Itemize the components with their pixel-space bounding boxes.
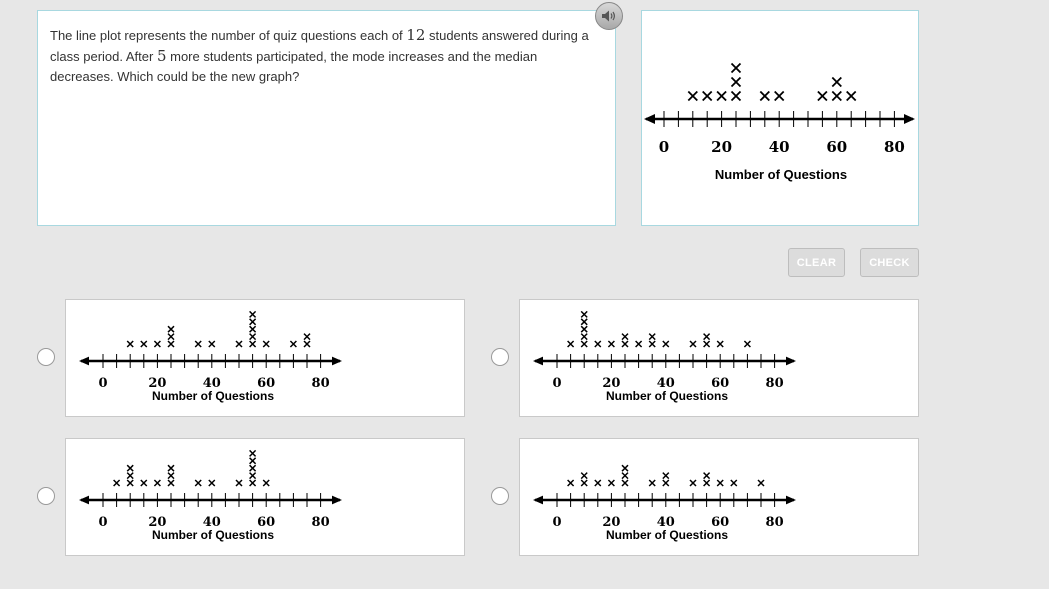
data-x-mark — [168, 326, 174, 332]
data-x-mark — [127, 473, 133, 479]
audio-button[interactable] — [595, 2, 623, 30]
data-x-mark — [636, 341, 642, 347]
data-x-mark — [581, 480, 587, 486]
data-x-mark — [595, 480, 601, 486]
tick-label: 60 — [826, 138, 848, 156]
right-arrow-icon — [332, 496, 342, 505]
tick-label: 20 — [602, 515, 621, 530]
data-x-mark — [236, 480, 242, 486]
tick-label: 80 — [765, 515, 784, 530]
data-x-mark — [732, 92, 741, 101]
choice-a-card[interactable] — [65, 299, 465, 417]
given-line-plot — [642, 11, 918, 225]
data-x-mark — [154, 480, 160, 486]
data-x-mark — [622, 465, 628, 471]
tick-label: 40 — [202, 515, 221, 530]
question-panel — [37, 10, 616, 226]
tick-label: 80 — [311, 376, 330, 391]
tick-label: 60 — [257, 376, 276, 391]
choice-a-radio[interactable] — [37, 348, 55, 366]
axis-title: Number of Questions — [605, 389, 729, 403]
axis-title: Number of Questions — [605, 528, 729, 542]
tick-label: 0 — [552, 376, 562, 391]
data-x-mark — [568, 480, 574, 486]
data-x-mark — [127, 341, 133, 347]
data-x-mark — [168, 473, 174, 479]
data-x-mark — [209, 480, 215, 486]
left-arrow-icon — [533, 496, 543, 505]
data-x-mark — [622, 334, 628, 340]
speaker-icon — [601, 9, 617, 23]
data-x-mark — [250, 334, 256, 340]
data-x-mark — [263, 480, 269, 486]
data-x-mark — [250, 319, 256, 325]
data-x-mark — [263, 341, 269, 347]
tick-label: 20 — [148, 376, 167, 391]
tick-label: 40 — [202, 376, 221, 391]
tick-label: 0 — [552, 515, 562, 530]
tick-label: 80 — [883, 138, 905, 156]
data-x-mark — [688, 92, 697, 101]
choice-d-line-plot — [520, 439, 918, 555]
data-x-mark — [127, 465, 133, 471]
data-x-mark — [568, 341, 574, 347]
axis-title: Number of Questions — [151, 389, 275, 403]
data-x-mark — [703, 92, 712, 101]
data-x-mark — [141, 480, 147, 486]
choice-c-radio[interactable] — [37, 487, 55, 505]
data-x-mark — [250, 341, 256, 347]
choice-b-line-plot — [520, 300, 918, 416]
data-x-mark — [250, 450, 256, 456]
data-x-mark — [732, 64, 741, 73]
data-x-mark — [760, 92, 769, 101]
data-x-mark — [250, 473, 256, 479]
data-x-mark — [731, 480, 737, 486]
clear-button[interactable]: CLEAR — [788, 248, 845, 277]
data-x-mark — [209, 341, 215, 347]
tick-label: 20 — [148, 515, 167, 530]
choice-c-card[interactable] — [65, 438, 465, 556]
choice-a-line-plot — [66, 300, 464, 416]
data-x-mark — [732, 78, 741, 87]
left-arrow-icon — [79, 357, 89, 366]
data-x-mark — [195, 480, 201, 486]
left-arrow-icon — [644, 114, 655, 124]
data-x-mark — [304, 334, 310, 340]
axis-title: Number of Questions — [151, 528, 275, 542]
data-x-mark — [649, 341, 655, 347]
data-x-mark — [744, 341, 750, 347]
choice-d-radio[interactable] — [491, 487, 509, 505]
data-x-mark — [663, 480, 669, 486]
choice-b-radio[interactable] — [491, 348, 509, 366]
data-x-mark — [690, 480, 696, 486]
right-arrow-icon — [332, 357, 342, 366]
data-x-mark — [141, 341, 147, 347]
tick-label: 0 — [658, 138, 670, 156]
tick-label: 60 — [257, 515, 276, 530]
data-x-mark — [608, 480, 614, 486]
data-x-mark — [595, 341, 601, 347]
data-x-mark — [236, 341, 242, 347]
data-x-mark — [168, 341, 174, 347]
tick-label: 0 — [98, 376, 108, 391]
data-x-mark — [704, 341, 710, 347]
data-x-mark — [775, 92, 784, 101]
data-x-mark — [195, 341, 201, 347]
tick-label: 40 — [656, 515, 675, 530]
tick-label: 40 — [656, 376, 675, 391]
data-x-mark — [622, 473, 628, 479]
tick-label: 60 — [711, 515, 730, 530]
data-x-mark — [717, 341, 723, 347]
question-text: The line plot represents the number of quiz questions each of 12 students answered during a class period. After 5 more students participated, the mode increases and the median decreases. Which could be the new graph? — [50, 26, 589, 84]
data-x-mark — [127, 480, 133, 486]
data-x-mark — [832, 78, 841, 87]
data-x-mark — [581, 341, 587, 347]
data-x-mark — [114, 480, 120, 486]
tick-label: 60 — [711, 376, 730, 391]
tick-label: 0 — [98, 515, 108, 530]
data-x-mark — [704, 473, 710, 479]
data-x-mark — [818, 92, 827, 101]
data-x-mark — [649, 480, 655, 486]
data-x-mark — [649, 334, 655, 340]
data-x-mark — [168, 480, 174, 486]
data-x-mark — [663, 473, 669, 479]
data-x-mark — [250, 326, 256, 332]
left-arrow-icon — [533, 357, 543, 366]
data-x-mark — [250, 458, 256, 464]
right-arrow-icon — [786, 357, 796, 366]
data-x-mark — [622, 341, 628, 347]
data-x-mark — [717, 480, 723, 486]
data-x-mark — [847, 92, 856, 101]
data-x-mark — [704, 480, 710, 486]
tick-label: 80 — [765, 376, 784, 391]
tick-label: 20 — [602, 376, 621, 391]
data-x-mark — [250, 465, 256, 471]
right-arrow-icon — [904, 114, 915, 124]
data-x-mark — [168, 334, 174, 340]
data-x-mark — [622, 480, 628, 486]
tick-label: 20 — [711, 138, 733, 156]
given-line-plot-panel — [641, 10, 919, 226]
data-x-mark — [250, 311, 256, 317]
choice-d-card[interactable] — [519, 438, 919, 556]
data-x-mark — [832, 92, 841, 101]
data-x-mark — [581, 311, 587, 317]
data-x-mark — [663, 341, 669, 347]
data-x-mark — [154, 341, 160, 347]
data-x-mark — [717, 92, 726, 101]
data-x-mark — [690, 341, 696, 347]
data-x-mark — [758, 480, 764, 486]
data-x-mark — [304, 341, 310, 347]
choice-c-line-plot — [66, 439, 464, 555]
check-button[interactable]: CHECK — [860, 248, 919, 277]
data-x-mark — [290, 341, 296, 347]
data-x-mark — [250, 480, 256, 486]
choice-b-card[interactable] — [519, 299, 919, 417]
data-x-mark — [581, 334, 587, 340]
data-x-mark — [168, 465, 174, 471]
left-arrow-icon — [79, 496, 89, 505]
data-x-mark — [608, 341, 614, 347]
axis-title: Number of Questions — [714, 167, 848, 182]
data-x-mark — [581, 473, 587, 479]
data-x-mark — [581, 326, 587, 332]
data-x-mark — [581, 319, 587, 325]
data-x-mark — [704, 334, 710, 340]
tick-label: 80 — [311, 515, 330, 530]
tick-label: 40 — [768, 138, 790, 156]
right-arrow-icon — [786, 496, 796, 505]
